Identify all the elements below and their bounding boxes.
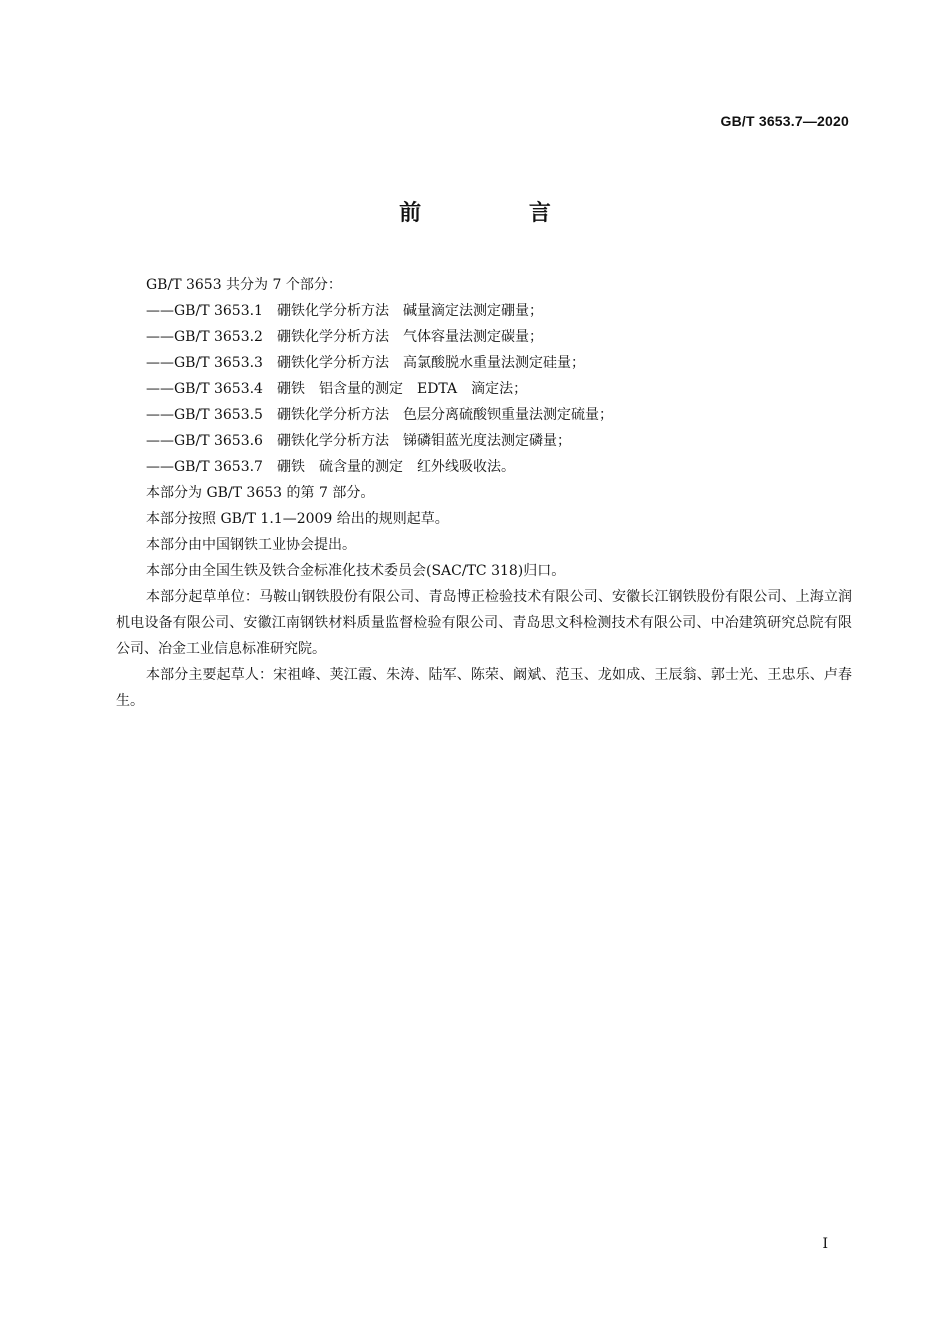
managed-by-statement: 本部分由全国生铁及铁合金标准化技术委员会(SAC/TC 318)归口。: [146, 563, 566, 579]
part-item: [116, 350, 852, 376]
drafting-units-statement: 本部分起草单位：马鞍山钢铁股份有限公司、青岛博正检验技术有限公司、安徽长江钢铁股份有限公司、上海立润机电设备有限公司、安徽江南钢铁材料质量监督检验有限公司、青岛思文科检测技术有限公司、中冶建筑研究总院有限公司、冶金工业信息标准研究院。: [116, 589, 852, 657]
part-name: 硼铁 硫含量的测定: [276, 459, 403, 475]
part-method: 高氯酸脱水重量法测定硅量；: [402, 355, 585, 371]
part-method: EDTA 滴定法；: [416, 381, 528, 397]
part-code: ——GB/T 3653.1: [146, 303, 263, 319]
part-method: 气体容量法测定碳量；: [402, 329, 543, 345]
part-code: ——GB/T 3653.2: [146, 329, 263, 345]
part-item: [116, 376, 852, 402]
page-number: I: [822, 1236, 828, 1252]
part-item: [116, 454, 852, 480]
part-code: ——GB/T 3653.5: [146, 407, 263, 423]
part-code: ——GB/T 3653.3: [146, 355, 263, 371]
part-code: ——GB/T 3653.6: [146, 433, 263, 449]
proposed-by-statement: 本部分由中国钢铁工业协会提出。: [146, 537, 356, 553]
part-item: [116, 324, 852, 350]
page-title: 前 言: [399, 201, 601, 226]
part-name: 硼铁化学分析方法: [276, 355, 389, 371]
part-name: 硼铁 铝含量的测定: [276, 381, 403, 397]
part-item: [116, 428, 852, 454]
parts-intro: GB/T 3653 共分为 7 个部分：: [146, 277, 342, 293]
drafters-statement: 本部分主要起草人：宋祖峰、荚江霞、朱涛、陆军、陈荣、阚斌、范玉、龙如成、王辰翁、郭士光、王忠乐、卢春生。: [116, 667, 852, 709]
part-name: 硼铁化学分析方法: [276, 303, 389, 319]
part-method: 色层分离硫酸钡重量法测定硫量；: [402, 407, 613, 423]
part-method: 红外线吸收法。: [416, 459, 515, 475]
document-code: GB/T 3653.7—2020: [720, 113, 849, 129]
part-name: 硼铁化学分析方法: [276, 329, 389, 345]
part-code: ——GB/T 3653.4: [146, 381, 263, 397]
part-method: 锑磷钼蓝光度法测定磷量；: [402, 433, 571, 449]
part-code: ——GB/T 3653.7: [146, 459, 263, 475]
part-item: [116, 298, 852, 324]
part-name: 硼铁化学分析方法: [276, 407, 389, 423]
part-of-statement: 本部分为 GB/T 3653 的第 7 部分。: [146, 485, 375, 501]
part-item: [116, 402, 852, 428]
drafting-rules-statement: 本部分按照 GB/T 1.1—2009 给出的规则起草。: [146, 511, 449, 527]
part-name: 硼铁化学分析方法: [276, 433, 389, 449]
foreword-body: [116, 272, 852, 714]
part-method: 碱量滴定法测定硼量；: [402, 303, 543, 319]
